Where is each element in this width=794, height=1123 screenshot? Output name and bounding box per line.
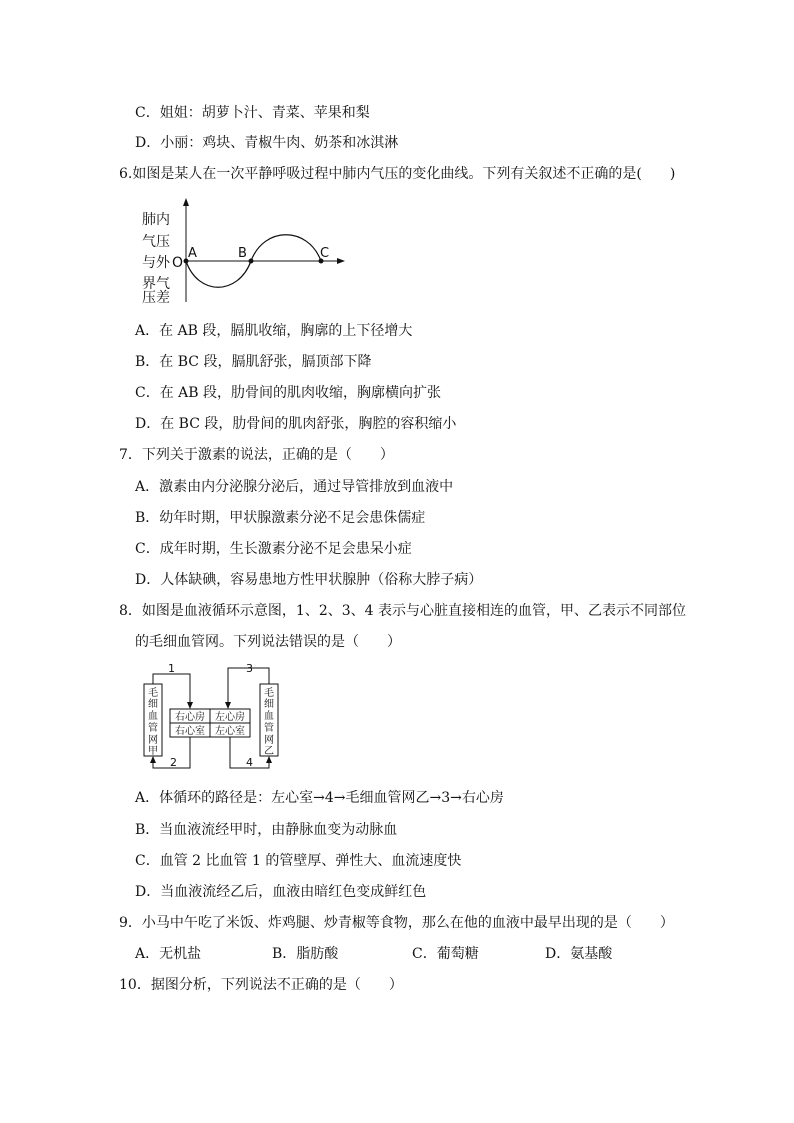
q8-stem-line-1: 8．如图是血液循环示意图，1、2、3、4 表示与心脏直接相连的血管，甲、乙表示不同部位 [119,603,686,619]
point-c-label: C [320,246,330,261]
q7-option-c: C．成年时期，生长激素分泌不足会患呆小症 [135,541,412,557]
q6-option-b: B．在 BC 段，膈肌舒张，膈顶部下降 [135,354,372,370]
q7-stem: 7．下列关于激素的说法，正确的是（ ） [119,447,394,463]
q8-option-d: D．当血液流经乙后，血液由暗红色变成鲜红色 [135,884,427,900]
vessel-label-3: 3 [246,664,253,675]
graph-ylabel-line-4: 界气 [142,276,170,292]
vessel-label-2: 2 [170,756,177,769]
cell-right-atrium: 右心房 [175,712,205,723]
arrow-into-capillary-left [150,756,156,763]
graph-ylabel-line-1: 肺内 [142,212,170,228]
left-box-char-3: 血 [148,711,158,722]
cell-left-atrium: 左心房 [215,712,245,723]
q10-stem: 10．据图分析，下列说法不正确的是（ ） [119,977,403,993]
right-box-char-3: 血 [264,711,274,722]
right-box-char-5: 网 [264,735,274,746]
blood-circulation-diagram [140,664,290,776]
arrow-into-right-atrium [187,702,193,709]
origin-label: O [172,255,184,271]
q7-option-b: B．幼年时期，甲状腺激素分泌不足会患侏儒症 [135,510,426,526]
q7-option-d: D．人体缺碘，容易患地方性甲状腺肿（俗称大脖子病） [135,572,483,588]
vessel-label-1: 1 [168,664,175,675]
arrow-into-capillary-right [266,756,272,763]
point-b-label: B [238,246,247,261]
y-axis-arrow [183,198,189,206]
q6-option-a: A．在 AB 段，膈肌收缩，胸廓的上下径增大 [135,323,413,339]
q8-stem-line-2: 的毛细血管网。下列说法错误的是（ ） [135,634,401,650]
graph-ylabel-line-5: 压差 [142,290,170,306]
left-box-char-1: 毛 [148,688,158,699]
left-box-char-5: 网 [148,735,158,746]
q5-option-d: D．小丽：鸡块、青椒牛肉、奶茶和冰淇淋 [135,135,399,151]
vessel-label-4: 4 [246,756,253,769]
right-box-char-4: 管 [264,723,274,734]
arrow-into-left-atrium [225,702,231,709]
q9-option-a: A．无机盐 [135,946,202,962]
q6-option-c: C．在 AB 段，肋骨间的肌肉收缩，胸廓横向扩张 [135,385,442,401]
q9-option-c: C．葡萄糖 [412,946,479,962]
point-b-dot [249,259,254,264]
pressure-curve-graph [138,196,348,308]
q7-option-a: A．激素由内分泌腺分泌后，通过导管排放到血液中 [135,479,454,495]
q8-option-c: C．血管 2 比血管 1 的管壁厚、弹性大、血流速度快 [135,853,462,869]
q8-option-b: B．当血液流经甲时，由静脉血变为动脉血 [135,822,398,838]
graph-ylabel-line-2: 气压 [142,234,170,250]
cell-left-ventricle: 左心室 [215,726,245,737]
point-a-label: A [188,246,197,261]
q8-option-a: A．体循环的路径是：左心室→4→毛细血管网乙→3→右心房 [135,790,504,806]
cell-right-ventricle: 右心室 [175,726,205,737]
q9-option-d: D．氨基酸 [545,946,613,962]
graph-ylabel-line-3: 与外 [142,255,170,271]
left-box-char-4: 管 [148,723,158,734]
q6-stem: 6.如图是某人在一次平静呼吸过程中肺内气压的变化曲线。下列有关叙述不正确的是( ) [119,166,676,182]
q5-option-c: C．姐姐：胡萝卜汁、青菜、苹果和梨 [135,105,370,121]
q9-option-b: B．脂肪酸 [272,946,339,962]
right-box-char-2: 细 [264,699,274,710]
right-box-char-1: 毛 [264,688,274,699]
left-box-char-2: 细 [148,699,158,710]
left-box-char-6: 甲 [148,746,158,757]
right-box-char-6: 乙 [264,746,274,757]
vessel-1 [153,674,190,707]
q9-stem: 9．小马中午吃了米饭、炸鸡腿、炒青椒等食物，那么在他的血液中最早出现的是（ ） [119,915,674,931]
q6-option-d: D．在 BC 段，肋骨间的肌肉舒张，胸腔的容积缩小 [135,416,457,432]
x-axis-arrow [337,258,345,264]
